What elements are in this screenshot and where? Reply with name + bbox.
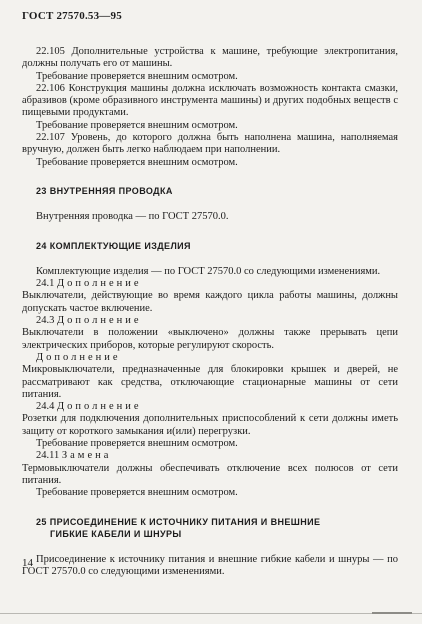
paragraph-text: Требование проверяется внешним осмотром. — [36, 119, 238, 131]
paragraph-text: Термовыключатели должны обеспечивать отключение всех полюсов от сети питания. — [22, 462, 398, 486]
paragraph — [22, 211, 398, 223]
section-heading — [22, 516, 398, 541]
paragraph-text: 22.107 Уровень, до которого должна быть наполнена машина, наполняемая вручную, должен быть легко наблюдаем при наполнении. — [22, 132, 398, 156]
paragraph-text: 24.4 — [36, 401, 55, 413]
document-body — [22, 46, 398, 579]
paragraph-text: Выключатели в положении «выключено» должны также прерывать цепи электрических приборов, которые регулируют скорость. — [22, 327, 398, 351]
section-heading-line: 25 ПРИСОЕДИНЕНИЕ К ИСТОЧНИКУ ПИТАНИЯ И ВНЕШНИЕ — [36, 516, 321, 527]
paragraph-text: 22.106 Конструкция машины должна исключать возможность контакта смазки, абразивов (кроме образивного инструмента машины) и других подобных веществ с пищевыми продуктами. — [22, 82, 398, 119]
paragraph-text: Микровыключатели, предназначенные для блокировки крышек и дверей, не рассматривают как средства, отключающие стационарные машины от сети питания. — [22, 364, 398, 400]
paragraph — [22, 157, 398, 169]
paragraph — [22, 83, 398, 120]
clause-label — [22, 352, 398, 364]
spaced-term: Замена — [61, 450, 112, 462]
paragraph-text: Требование проверяется внешним осмотром. — [36, 487, 238, 499]
paragraph — [22, 413, 398, 438]
spaced-term: Дополнение — [57, 315, 142, 327]
spaced-term: Дополнение — [57, 401, 142, 413]
paragraph-text: 24.3 — [36, 315, 55, 327]
scan-edge-line — [0, 613, 422, 614]
paragraph — [22, 132, 398, 157]
paragraph-text: 22.105 Дополнительные устройства к машине, требующие электропитания, должны получать его от машины. — [22, 46, 398, 70]
paragraph — [22, 120, 398, 132]
section-heading: 24 КОМПЛЕКТУЮЩИЕ ИЗДЕЛИЯ — [36, 240, 191, 251]
paragraph-text: 24.1 — [36, 278, 55, 290]
paragraph — [22, 266, 398, 278]
paragraph-text: Присоединение к источнику питания и внешние гибкие кабели и шнуры — по ГОСТ 27570.0 со следующими изменениями. — [22, 554, 398, 578]
paragraph — [22, 71, 398, 83]
paragraph — [22, 290, 398, 315]
paragraph-text: Внутренняя проводка — по ГОСТ 27570.0. — [36, 211, 229, 223]
paragraph-text: Розетки для подключения дополнительных приспособлений к сети должны иметь защиту от короткого замыкания и(или) перегрузки. — [22, 413, 398, 437]
paragraph — [22, 327, 398, 352]
paragraph — [22, 463, 398, 488]
paragraph — [22, 487, 398, 499]
section-heading: 23 ВНУТРЕННЯЯ ПРОВОДКА — [36, 185, 173, 196]
spaced-term: Дополнение — [57, 278, 142, 290]
paragraph-text: Комплектующие изделия — по ГОСТ 27570.0 со следующими изменениями. — [36, 265, 381, 277]
paragraph-text: Требование проверяется внешним осмотром. — [36, 156, 238, 168]
clause-label — [22, 401, 398, 413]
document-header: ГОСТ 27570.53—95 — [22, 10, 122, 22]
paragraph-text: Требование проверяется внешним осмотром. — [36, 438, 238, 450]
clause-label — [22, 450, 398, 462]
paragraph — [22, 46, 398, 71]
clause-label — [22, 315, 398, 327]
page-number: 14 — [22, 557, 33, 569]
paragraph-text: 24.11 — [36, 450, 60, 462]
spaced-term: Дополнение — [36, 351, 121, 363]
scan-mark — [372, 612, 412, 614]
clause-label — [22, 278, 398, 290]
section-heading-line: ГИБКИЕ КАБЕЛИ И ШНУРЫ — [50, 528, 182, 539]
paragraph-text: Требование проверяется внешним осмотром. — [36, 70, 238, 82]
paragraph — [22, 364, 398, 401]
paragraph-text: Выключатели, действующие во время каждого цикла работы машины, должны допускать частое включение. — [22, 290, 398, 314]
paragraph — [22, 438, 398, 450]
paragraph — [22, 554, 398, 579]
